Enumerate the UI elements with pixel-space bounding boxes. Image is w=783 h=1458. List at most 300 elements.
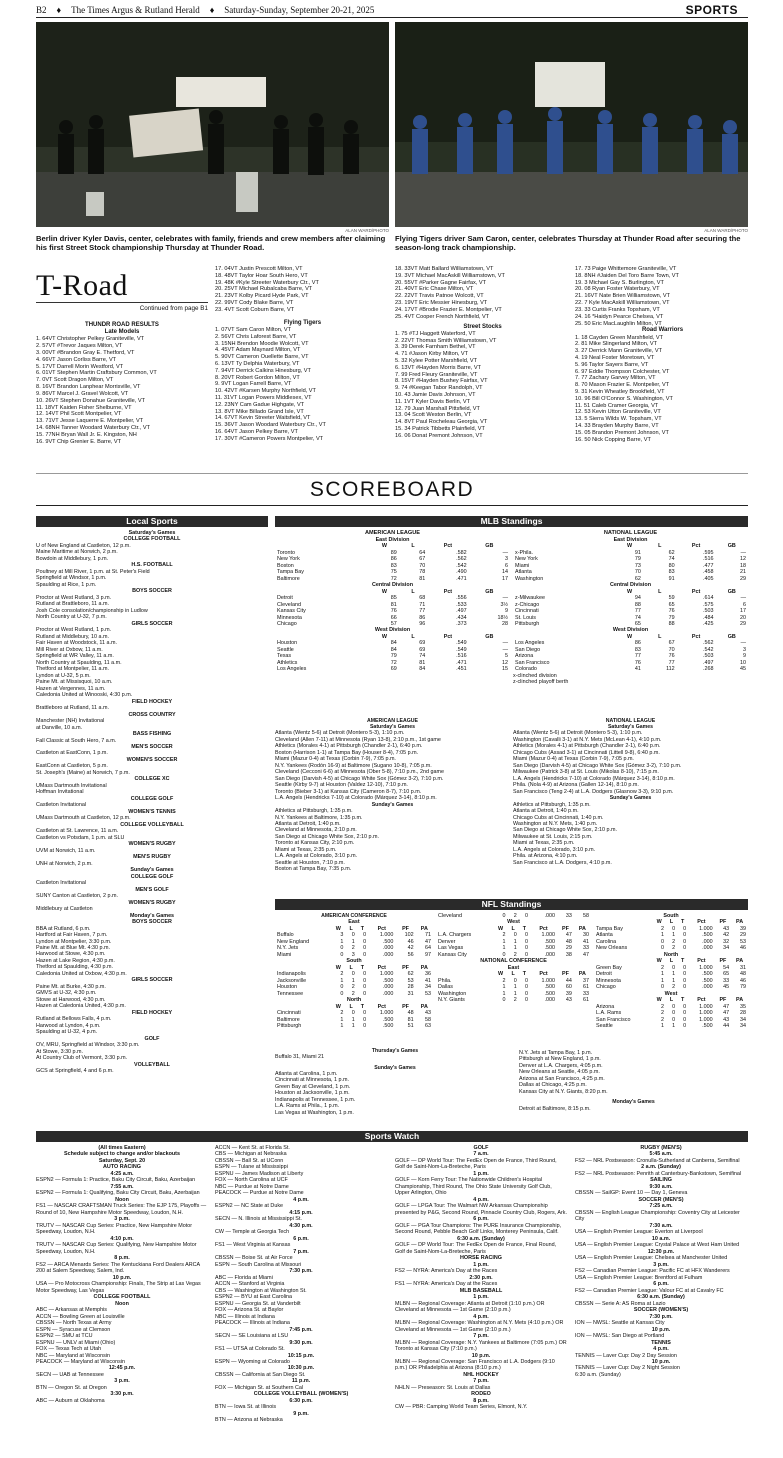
listing-heading: NHL HOCKEY bbox=[463, 1371, 499, 1378]
results-list: 1. 07VT Sam Caron Milton, VT 2. 56VT Chris Laforest Barre, VT 3. 15NH Brendon Moodie Wolcott, VT 4. 45VT Adam Maynard Milton, VT 5. 90VT Cameron Ouellette Barre, VT 6. 13VT Ty Delphia Waterbury, VT 7. 94VT Derrick Calkins Hinesburg, VT 8. 20VT Robert Gordon Milton, VT 9. 9VT Logan Farrell Barre, VT 10. 42VT #Karsen Murphy Northfield, VT 11. 31VT Logan Powers Middlesex, VT 12. 23NY Cam Gadue Highgate, VT 13. 8VT Mike Billado Grand Isle, VT 14. 67VT Kevin Streeter Waitsfield, VT 15. 36VT Jason Woodard Waterbury Ctr., VT 16. 64VT Jason Pelkey Barre, VT 17. 30VT #Cameron Powers Montpelier, VT bbox=[215, 326, 326, 442]
schedule-line: at Danville, 10 a.m. bbox=[36, 724, 83, 731]
table-row: Dallas 1 1 0 .500 60 61 bbox=[438, 984, 589, 991]
schedule-heading: FIELD HOCKEY bbox=[131, 1009, 173, 1016]
listing-line: MLBN — Regional Coverage: N.Y. Yankees at Baltimore (7:05 p.m.) OR Toronto at Kansas City (7:10 p.m.) bbox=[395, 1339, 567, 1353]
schedule-line: St. Joseph's (Maine) at Norwich, 7 p.m. bbox=[36, 769, 130, 776]
listing-heading: 10 p.m. bbox=[471, 1352, 491, 1359]
table-row: Kansas City 76 77 .497 9 bbox=[277, 608, 508, 615]
listing-heading: 10 p.m. bbox=[651, 1326, 671, 1333]
schedule-line: BBA at Rutland, 6 p.m. bbox=[36, 925, 91, 932]
listing-line: USA — English Premier League: Crystal Palace at West Ham United bbox=[575, 1242, 740, 1249]
table-row: Green Bay 2 0 0 1.000 54 31 bbox=[596, 964, 746, 971]
table-row: New York 79 74 .516 12 bbox=[515, 556, 746, 563]
division-title: Central Division bbox=[609, 582, 652, 589]
listing-heading: 4:25 a.m. bbox=[110, 1170, 134, 1177]
results-column-3 bbox=[395, 266, 570, 440]
schedule-line: UMass Dartmouth at Castleton, 12 p.m. bbox=[36, 815, 131, 822]
listing-heading: 7:45 p.m. bbox=[289, 1326, 313, 1333]
listing-line: GOLF — LPGA Tour: The Walmart NW Arkansas Championship presented by P&G, Second Round, Pinnacle Country Club, Rogers, Ark. bbox=[395, 1203, 567, 1216]
listing-line: ESPN2 — BYU at East Carolina bbox=[215, 1294, 292, 1301]
schedule-line: Harwood at Stowe, 4:30 p.m. bbox=[36, 951, 106, 958]
table-row: Minnesota 66 86 .434 18½ bbox=[277, 614, 508, 621]
listing-line: PEACOCK — Illinois at Indiana bbox=[215, 1320, 290, 1327]
schedule-heading: GIRLS SOCCER bbox=[131, 620, 173, 627]
division-title: East Division bbox=[613, 536, 648, 543]
listing-line: MLBN — Regional Coverage: Atlanta at Detroit (1:10 p.m.) OR Cleveland at Minnesota — 1st Game (2:10 p.m.) bbox=[395, 1300, 545, 1314]
table-row: New England 1 1 0 .500 46 47 bbox=[277, 938, 431, 945]
listing-line: ABC — Arkansas at Memphis bbox=[36, 1307, 108, 1314]
listing-heading: 6:30 a.m. (Sunday) bbox=[637, 1294, 685, 1301]
celebration-photo-image bbox=[36, 22, 389, 227]
listing-heading: 3 p.m. bbox=[114, 1378, 130, 1385]
table-row: San Diego 83 70 .542 3 bbox=[515, 646, 746, 653]
listing-heading: 1 p.m. bbox=[473, 1294, 489, 1301]
listing-heading: 4 p.m. bbox=[293, 1196, 309, 1203]
schedule-line: Bowdoin at Middlebury, 1 p.m. bbox=[36, 555, 109, 562]
nfc-standings-table bbox=[594, 913, 748, 1030]
schedule-line: Thetford at Montpelier, 11 a.m. bbox=[36, 666, 110, 673]
nl-standings bbox=[513, 530, 748, 686]
table-row: Atlanta 70 83 .458 21 bbox=[515, 569, 746, 576]
games-list: Atlanta at Carolina, 1 p.m. Cincinnati at Minnesota, 1 p.m. Green Bay at Cleveland, 1 p.m. Houston at Jacksonville, 1 p.m. Indianapolis at Tennessee, 1 p.m. L.A. Rams at Phila., 1 p.m. Las Vegas at Washington, 1 p.m. bbox=[275, 1070, 356, 1116]
bullet-icon: ♦ bbox=[56, 5, 62, 16]
table-row: Buffalo 3 0 0 1.000 102 71 bbox=[277, 932, 431, 939]
listing-heading: 7:30 p.m. bbox=[649, 1313, 673, 1320]
schedule-line: Fall Classic at South Hero, 7 a.m. bbox=[36, 737, 117, 744]
table-row: Cleveland 81 71 .533 3½ bbox=[277, 601, 508, 608]
listing-line: ESPN2 — NC State at Duke bbox=[215, 1203, 284, 1210]
results-list: 1. 75 #TJ Haggett Waterford, VT 2. 22VT Thomas Smith Williamstown, VT 3. 39 Derek Farnham Bethel, VT 4. 71 #Jason Kirby Milton, VT 5. 32 Kylee Potter Marshfield, VT 6. 13VT #Hayden Morris Barre, VT 7. 99 Fred Fleury Graniteville, VT 8. 15VT #Hayden Bushey Fairfax, VT 9. 74 #Keegan Tabor Randolph, VT 10. 43 Jamie Davis Johnson, VT 11. 1VT Kyler Davis Berlin, VT 12. 79 Juan Marshall Pittsfield, VT 13. 04 Scott Weston Berlin, VT 14. 8VT Paul Rocheleau Georgia, VT 15. 34 Patrick Tibbetts Plainfield, VT 16. 06 Donat Premont Johnson, VT bbox=[395, 330, 497, 439]
division-header: W L T Pct PF PA bbox=[335, 964, 428, 971]
listing-heading: Noon bbox=[115, 1196, 129, 1203]
schedule-line: Brattleboro at Rutland, 11 a.m. bbox=[36, 705, 110, 712]
results-list: 1. 64VT Christopher Pelkey Graniteville, VT 2. 57VT #Trevor Jaques Milton, VT 3. 00VT #Brandon Gray E. Thetford, VT 4. 66VT Jason Corliss Barre, VT 5. 17VT Darrell Morin Westford, VT 6. 01VT Stephen Martin Craftsbury Common, VT 7. 0VT Scott Dragon Milton, VT 8. 16VT Brandon Lanphear Morrisville, VT 9. 86VT Marcel J. Gravel Wolcott, VT 10. 26VT Stephen Donahue Graniteville, VT 11. 18VT Kaiden Fisher Shelburne, VT 12. 14VT Phil Scott Montpelier, VT 13. 71VT Jesse Laquerre E. Montpelier, VT 14. 68NH Tanner Woodard Waterbury Ctr., VT 15. 77NH Bryan Wall Jr. E. Kingston, NH 16. 9VT Chip Grenier E. Barre, VT bbox=[36, 336, 157, 445]
table-row: x-Phila. 91 62 .595 — bbox=[515, 549, 746, 556]
conference-title: AMERICAN CONFERENCE bbox=[321, 913, 387, 919]
afc-standings-table bbox=[275, 919, 433, 1029]
listing-heading: 3 p.m. bbox=[653, 1261, 669, 1268]
listing-heading: 10 p.m. bbox=[112, 1274, 132, 1281]
league-title: AMERICAN LEAGUE bbox=[366, 718, 418, 724]
listing-line: FOX — Arizona St. at Baylor bbox=[215, 1307, 284, 1314]
listing-heading: COLLEGE FOOTBALL bbox=[93, 1294, 151, 1301]
results-list: 17. 04VT Justin Prescott Milton, VT 18. 48VT Taylor Hoar South Hero, VT 19. 48K #Kyle Streeter Waterbury Ctr., VT 20. 25VT Michael Rubalcaba Barre, VT 21. 23VT Kolby Picard Hyde Park, VT 22. 99VT Cody Blake Barre, VT 23. 4VT Scott Coburn Barre, VT bbox=[215, 266, 319, 313]
results-column-4 bbox=[575, 266, 750, 444]
local-sports-schedule bbox=[36, 530, 268, 1075]
nfl-schedule-left bbox=[275, 1048, 515, 1116]
listing-heading: 7 p.m. bbox=[293, 1248, 309, 1255]
listing-heading: 6 p.m. bbox=[293, 1235, 309, 1242]
division-header: W L Pct GB bbox=[381, 543, 494, 550]
schedule-heading: Monday's Games bbox=[129, 912, 175, 919]
listing-line: ESPN2 — Formula 1: Qualifying, Baku City Circuit, Baku, Azerbaijan bbox=[36, 1190, 200, 1197]
division-title: East bbox=[348, 919, 360, 926]
listing-line: FOX — Texas Tech at Utah bbox=[36, 1346, 102, 1353]
sports-watch-bar: Sports Watch bbox=[36, 1131, 748, 1142]
continued-line: Continued from page B1 bbox=[36, 302, 208, 313]
schedule-heading: WOMEN'S SOCCER bbox=[126, 756, 178, 763]
table-row: Miami 0 3 0 .000 56 97 bbox=[277, 951, 431, 958]
table-row: Miami 73 80 .477 18 bbox=[515, 562, 746, 569]
listing-line: FS2 — Canadian Premier League: Valour FC at at Cavalry FC bbox=[575, 1287, 724, 1294]
division-title: West Division bbox=[612, 627, 649, 634]
table-row: Washington 1 1 0 .500 39 33 bbox=[438, 990, 589, 997]
middle-standings-table bbox=[436, 913, 591, 1004]
schedule-line: Castleton Invitational bbox=[36, 880, 87, 887]
schedule-line: Paine Mt. at Blue Mt. 4:30 p.m. bbox=[36, 945, 111, 951]
results-list: 17. 73 Paige Whittemore Graniteville, VT 18. 8NH #Jaiden Del Toro Barre Town, VT 19. 3 Michael Gay S. Burlington, VT 20. 08 Ryan Foster Waterbury, VT 21. 16VT Nate Brien Williamstown, VT 22. 7 Kyle MacAskill Williamstown, VT 23. 33 Curtis Franks Topsham, VT 24. 16 *Haidyn Pearce Chelsea, VT 25. 50 Eric MacLaughlin Milton, VT bbox=[575, 266, 679, 327]
listing-line: ESPNU — UNLV at Miami (Ohio) bbox=[36, 1339, 116, 1346]
schedule-line: North Country at Spaulding, 11 a.m. bbox=[36, 659, 122, 666]
listing-heading: GOLF bbox=[473, 1145, 489, 1151]
schedule-heading: COLLEGE GOLF bbox=[130, 795, 174, 802]
listing-line: ESPNU — James Madison at Liberty bbox=[215, 1170, 304, 1177]
listing-heading: 10:30 p.m. bbox=[287, 1365, 315, 1372]
results-column-1 bbox=[36, 322, 208, 445]
al-schedule bbox=[275, 718, 510, 873]
table-row: Toronto 89 64 .582 — bbox=[277, 549, 508, 556]
tv-listings-column bbox=[36, 1145, 208, 1404]
listing-line: CBSSN — Boise St. at Air Force bbox=[215, 1255, 293, 1262]
listing-heading: 10 a.m. bbox=[651, 1235, 671, 1242]
listing-line: GOLF — DP World Tour: The FedEx Open de France, Final Round, Golf de Saint-Nom-La-Breteche, Paris bbox=[395, 1242, 557, 1255]
paper-name: The Times Argus & Rutland Herald bbox=[71, 5, 200, 16]
listing-line: CBSSN — English League Championship: Coventry City at Leicester City bbox=[575, 1209, 740, 1223]
schedule-line: At Country Club of Vermont, 3:30 p.m. bbox=[36, 1055, 128, 1062]
listing-heading: 7:30 p.m. bbox=[289, 1268, 313, 1275]
table-row: Pittsburgh 1 1 0 .500 51 63 bbox=[277, 1022, 431, 1029]
table-row: Tennessee 0 2 0 .000 31 53 bbox=[277, 990, 431, 997]
class-heading: Road Warriors bbox=[641, 327, 684, 334]
listing-heading: 1 p.m. bbox=[473, 1261, 489, 1268]
table-row: Houston 0 2 0 .000 28 34 bbox=[277, 984, 431, 991]
issue-date: Saturday-Sunday, September 20-21, 2025 bbox=[224, 5, 375, 16]
listing-line: PEACOCK — Purdue at Notre Dame bbox=[215, 1190, 304, 1197]
photo-credit: ALAN WARD/PHOTO bbox=[704, 228, 748, 233]
class-heading: Street Stocks bbox=[463, 323, 502, 330]
al-standings bbox=[275, 530, 510, 673]
division-title: West bbox=[507, 919, 520, 926]
story-headline: T-Road bbox=[36, 269, 128, 302]
schedule-line: Castleton at St. Lawrence, 11 a.m. bbox=[36, 828, 119, 835]
schedule-line: Lyndon at Montpelier, 3:30 p.m. bbox=[36, 938, 112, 945]
listing-heading: 7:25 a.m. bbox=[649, 1203, 673, 1210]
listing-heading: 2 a.m. (Sunday) bbox=[641, 1164, 681, 1171]
schedule-line: Rutland at Bellows Falls, 4 p.m. bbox=[36, 1016, 112, 1023]
listing-line: ESPN — Tulane at Mississippi bbox=[215, 1164, 288, 1171]
division-header: W L T Pct PF PA bbox=[497, 971, 586, 978]
listing-line: ESPN — Syracuse at Clemson bbox=[36, 1326, 111, 1333]
listing-line: CBSSN — California at San Diego St. bbox=[215, 1371, 306, 1378]
listing-heading: 8 p.m. bbox=[473, 1397, 489, 1404]
listing-heading: Schedule subject to change and/or blackouts bbox=[64, 1151, 180, 1158]
schedule-line: Hoffman Invitational bbox=[36, 789, 84, 796]
listing-line: ACCN — Kent St. at Florida St. bbox=[215, 1145, 290, 1151]
listing-line: MLBN — Regional Coverage: San Francisco at L.A. Dodgers (9:10 p.m.) OR Philadelphia at Arizona (8:10 p.m.) bbox=[395, 1358, 555, 1372]
games-list: Athletics at Pittsburgh, 1:35 p.m. N.Y. Yankees at Baltimore, 1:35 p.m. Atlanta at Detroit, 1:40 p.m. Cleveland at Minnesota, 2:10 p.m. San Diego at Chicago White Sox, 2:10 p.m. Toronto at Kansas City, 2:10 p.m. Miami at Texas, 2:35 p.m. L.A. Angels at Colorado, 3:10 p.m. Seattle at Houston, 7:10 p.m. Boston at Tampa Bay, 7:35 p.m. bbox=[275, 808, 379, 873]
listing-heading: SOCCER (MEN'S) bbox=[638, 1196, 684, 1203]
table-row: Tampa Bay 2 0 0 1.000 43 39 bbox=[596, 925, 746, 932]
schedule-line: GCS at Springfield, 4 and 6 p.m. bbox=[36, 1068, 114, 1075]
listing-line: FS1 — NYRA: America's Day at the Races bbox=[395, 1281, 498, 1288]
division-header: W L T Pct PF PA bbox=[656, 997, 744, 1004]
table-row: Tampa Bay 75 78 .490 14 bbox=[277, 569, 508, 576]
listing-heading: 7:30 a.m. bbox=[649, 1222, 673, 1229]
mlb-standings-bar: MLB Standings bbox=[275, 516, 748, 527]
division-header: W L Pct GB bbox=[626, 633, 736, 640]
games-list: Atlanta (Wentz 5-6) at Detroit (Montero 5-3), 1:10 p.m. Washington (Cavalli 3-1) at N.Y. Mets (McLean 4-1), 4:10 p.m. Athletics (Morales 4-1) at Pittsburgh (Chandler 2-1), 6:40 p.m. Chicago Cubs (Assad 3-1) at Cincinnati (Littell 9-8), 6:40 p.m. Miami (Mazur 0-4) at Texas (Corbin 7-9), 7:05 p.m. San Diego (Darvish 4-5) at Chicago White Sox (Gómez 3-2), 7:10 p.m. Milwaukee (Patrick 3-8) at St. Louis (Mikolas 8-10), 7:15 p.m. L.A. Angels (Hendricks 7-10) at Colorado (Márquez 3-14), 8:10 p.m. Phila. (Nola 4-9) at Arizona (Gallen 12-14), 8:10 p.m. San Francisco (Teng 2-4) at L.A. Dodgers (Glasnow 3-3), 9:10 p.m. bbox=[513, 730, 682, 795]
games-list: Athletics at Pittsburgh, 1:35 p.m. Atlanta at Detroit, 1:40 p.m. Chicago Cubs at Cincinnati, 1:40 p.m. Washington at N.Y. Mets, 1:40 p.m. San Diego at Chicago White Sox, 2:10 p.m. Milwaukee at St. Louis, 2:15 p.m. Miami at Texas, 2:35 p.m. L.A. Angels at Colorado, 3:10 p.m. Phila. at Arizona, 4:10 p.m. San Francisco at L.A. Dodgers, 4:10 p.m. bbox=[513, 801, 617, 866]
division-title: North bbox=[663, 951, 679, 958]
listing-heading: 6:30 p.m. bbox=[289, 1397, 313, 1404]
schedule-line: Fair Haven at Woodstock, 11 a.m. bbox=[36, 640, 117, 647]
listing-line: SECN — N. Illinois at Mississippi St. bbox=[215, 1216, 302, 1223]
schedule-heading: CROSS COUNTRY bbox=[128, 711, 176, 718]
table-row: N.Y. Giants 0 2 0 .000 43 61 bbox=[438, 997, 589, 1004]
table-row: Houston 84 69 .549 — bbox=[277, 640, 508, 647]
listing-line: FS2 — NRL Postseason: Penrith at Canterbury-Bankstown, Semifinal bbox=[575, 1170, 742, 1177]
schedule-line: Harwood at Lyndon, 4 p.m. bbox=[36, 1022, 101, 1029]
listing-line: SECN — SE Louisiana at LSU bbox=[215, 1333, 289, 1340]
nl-schedule bbox=[513, 718, 748, 866]
schedule-heading: H.S. FOOTBALL bbox=[131, 562, 173, 569]
listing-line: CBSSN — Serie A: AS Roma at Lazio bbox=[575, 1300, 666, 1307]
division-title: West Division bbox=[374, 627, 411, 634]
schedule-line: Hazen at Caledonia United, 4:30 p.m. bbox=[36, 1003, 126, 1010]
schedule-line: Castleton Invitational bbox=[36, 802, 87, 809]
bullet-icon: ♦ bbox=[209, 5, 215, 16]
division-header: W L Pct GB bbox=[381, 588, 494, 595]
listing-line: TENNIS — Laver Cup: Day 2 Night Session bbox=[575, 1365, 680, 1372]
schedule-line: Middlebury at Castleton bbox=[36, 906, 93, 913]
schedule-line: Proctor at West Rutland, 1 p.m. bbox=[36, 627, 112, 634]
table-row: Chicago 57 96 .373 28 bbox=[277, 621, 508, 627]
class-heading: Late Models bbox=[104, 329, 140, 336]
league-title: NATIONAL LEAGUE bbox=[605, 718, 656, 724]
table-row: Baltimore 72 81 .471 17 bbox=[277, 575, 508, 582]
table-row: Carolina 0 2 0 .000 32 53 bbox=[596, 938, 746, 945]
games-list: Detroit at Baltimore, 8:15 p.m. bbox=[519, 1105, 591, 1112]
listing-heading: 7 p.m. bbox=[473, 1378, 489, 1385]
schedule-line: Hartford at Fair Haven, 7 p.m. bbox=[36, 932, 108, 939]
listing-heading: Noon bbox=[115, 1300, 129, 1307]
schedule-line: Rutland at Brattleboro, 11 a.m. bbox=[36, 601, 110, 608]
table-row: Indianapolis 2 0 0 1.000 62 36 bbox=[277, 971, 431, 978]
listing-line: FS1 — West Virginia at Kansas bbox=[215, 1242, 291, 1249]
nfl-schedule-right bbox=[519, 1050, 748, 1112]
games-list: Atlanta (Wentz 5-6) at Detroit (Montero 5-3), 1:10 p.m. Cleveland (Allen 7-11) at Minnesota (Ryan 13-8), 2:10 p.m., 1st game Athletics (Morales 4-1) at Pittsburgh (Chandler 2-1), 6:40 p.m. Boston (Harrison 1-1) at Tampa Bay (Houser 8-4), 7:05 p.m. Miami (Mazur 0-4) at Texas (Corbin 7-9), 7:05 p.m. N.Y. Yankees (Rodón 16-9) at Baltimore (Sugano 10-8), 7:05 p.m. Cleveland (Cecconi 6-6) at Minnesota (Ober 5-8), 7:10 p.m., 2nd game San Diego (Darvish 4-5) at Chicago White Sox (Gómez 3-2), 7:10 p.m. Seattle (Kirby 9-7) at Houston (Valdez 12-10), 7:10 p.m. Toronto (Bieber 3-1) at Kansas City (Cameron 8-7), 7:10 p.m. L.A. Angels (Hendricks 7-10) at Colorado (Márquez 3-14), 8:10 p.m. bbox=[275, 730, 444, 802]
schedule-heading: COLLEGE GOLF bbox=[130, 873, 174, 880]
division-title: East Division bbox=[375, 536, 410, 543]
listing-heading: RUGBY (MEN'S) bbox=[640, 1145, 682, 1151]
division-title: Central Division bbox=[371, 582, 414, 589]
schedule-heading: VOLLEYBALL bbox=[134, 1061, 170, 1068]
division-header: W L Pct GB bbox=[626, 543, 736, 550]
listing-line: BTN — Oregon St. at Oregon bbox=[36, 1384, 107, 1391]
listing-line: NBC — Maryland at Wisconsin bbox=[36, 1352, 110, 1359]
listing-line: ESPN2 — Formula 1: Practice, Baku City Circuit, Baku, Azerbaijan bbox=[36, 1177, 196, 1184]
league-title: AMERICAN LEAGUE bbox=[364, 530, 420, 536]
photo-right bbox=[395, 22, 748, 227]
table-row: Los Angeles 86 67 .562 — bbox=[515, 640, 746, 647]
listing-line: GOLF — Korn Ferry Tour: The Nationwide Children's Hospital Championship, Third Round, The Ohio State University Golf Club, Upper Arlington, Ohio bbox=[395, 1177, 552, 1197]
listing-line: ION — NWSL: Seattle at Kansas City bbox=[575, 1320, 665, 1327]
schedule-line: GMVS at U-32, 4:30 p.m. bbox=[36, 990, 97, 997]
listing-line: CBSSN — Ball St. at UConn bbox=[215, 1157, 284, 1164]
listing-heading: 10:15 p.m. bbox=[287, 1352, 315, 1359]
listing-line: ESPNU — Georgia St. at Vanderbilt bbox=[215, 1300, 301, 1307]
table-row: Minnesota 1 1 0 .500 33 46 bbox=[596, 977, 746, 984]
schedule-line: Stowe at Harwood, 4:30 p.m. bbox=[36, 996, 106, 1003]
schedule-heading: COLLEGE XC bbox=[134, 776, 170, 783]
nl-standings-table bbox=[513, 537, 748, 673]
table-row: Seattle 1 1 0 .500 44 34 bbox=[596, 1023, 746, 1030]
listing-heading: 4 p.m. bbox=[473, 1313, 489, 1320]
listing-heading: 6:30 a.m. (Sunday) bbox=[457, 1235, 505, 1242]
table-row: L.A. Chargers 2 0 0 1.000 47 30 bbox=[438, 932, 589, 939]
listing-heading: 2:30 p.m. bbox=[469, 1274, 493, 1281]
listing-heading: SOCCER (WOMEN'S) bbox=[633, 1307, 689, 1314]
schedule-line: At Stowe, 3:30 p.m. bbox=[36, 1048, 84, 1055]
table-row: N.Y. Jets 0 2 0 .000 42 64 bbox=[277, 945, 431, 952]
listing-line: ESPN2 — SMU at TCU bbox=[36, 1333, 93, 1340]
schedule-heading: COLLEGE FOOTBALL bbox=[123, 536, 181, 543]
listing-line: CBS — Michigan at Nebraska bbox=[215, 1151, 287, 1158]
listing-line: FS1 — UTSA at Colorado St. bbox=[215, 1346, 285, 1353]
schedule-line: Spaulding at U-32, 4 p.m. bbox=[36, 1029, 98, 1036]
table-row: Denver 1 1 0 .500 48 41 bbox=[438, 938, 589, 945]
schedule-line: Josh Cole consolation/championship in Ludlow bbox=[36, 607, 148, 614]
schedule-heading: MEN'S RUGBY bbox=[133, 854, 171, 861]
division-header: W L T Pct PF PA bbox=[656, 919, 744, 926]
schedule-line: Proctor at West Rutland, 3 p.m. bbox=[36, 594, 112, 601]
schedule-heading: WOMEN'S RUGBY bbox=[128, 899, 176, 906]
schedule-line: Castleton vs Potsdam, 1 p.m. at SLU bbox=[36, 834, 125, 841]
listing-heading: SAILING bbox=[650, 1177, 672, 1184]
listing-line: PEACOCK — Maryland at Wisconsin bbox=[36, 1358, 125, 1365]
division-header: W L T Pct PF PA bbox=[335, 1003, 428, 1010]
photo-caption: Berlin driver Kyler Davis, center, celebrates with family, friends and crew members after claiming his first Street Stock championship Thursday at Thunder Road. bbox=[36, 234, 386, 252]
listing-line: GOLF — PGA Tour Champions: The PURE Insurance Championship, Second Round, Pebble Beach Golf Links, Monterey Peninsula, Calif. bbox=[395, 1222, 562, 1236]
section-name: SPORTS bbox=[685, 3, 738, 18]
schedule-line: U of New England at Castleton, 12 p.m. bbox=[36, 542, 131, 549]
listing-line: CW — Temple at Georgia Tech bbox=[215, 1229, 290, 1236]
listing-heading: 10 p.m. bbox=[651, 1358, 671, 1365]
listing-heading: HORSE RACING bbox=[460, 1255, 502, 1262]
nfl-standings-bar: NFL Standings bbox=[275, 899, 748, 910]
schedule-heading: FIELD HOCKEY bbox=[131, 698, 173, 705]
listing-line: NHLN — Preseason: St. Louis at Dallas bbox=[395, 1384, 491, 1391]
games-list: Buffalo 31, Miami 21 bbox=[275, 1054, 325, 1061]
schedule-line: Caledonia United at Winooski, 4:30 p.m. bbox=[36, 692, 133, 699]
schedule-line: North Country at U-32, 7 p.m. bbox=[36, 614, 107, 621]
schedule-line: Springfield at WR Valley, 11 a.m. bbox=[36, 653, 114, 660]
listing-heading: 9:30 a.m. bbox=[649, 1183, 673, 1190]
schedule-heading: BOYS SOCCER bbox=[132, 588, 172, 595]
listing-heading: TENNIS bbox=[651, 1339, 671, 1346]
listing-line: MLBN — Regional Coverage: Washington at N.Y. Mets (4:10 p.m.) OR Cleveland at Minnesota — 1st Game (2:10 p.m.) bbox=[395, 1320, 564, 1333]
table-row: Seattle 84 69 .549 — bbox=[277, 646, 508, 653]
listing-line: ESPN — South Carolina at Missouri bbox=[215, 1261, 302, 1268]
table-row: New York 86 67 .562 3 bbox=[277, 556, 508, 563]
schedule-line: Spaulding at Rice, 1 p.m. bbox=[36, 581, 97, 588]
schedule-line: Lyndon at U-32, 5 p.m. bbox=[36, 672, 91, 679]
listing-line: NBC — Illinois at Indiana bbox=[215, 1313, 275, 1320]
results-list: 1. 18 Cayden Green Marshfield, VT 2. 81 Mike Slingerland Milton, VT 3. 27 Derrick Mann Graniteville, VT 4. 19 Neal Foster Moretown, VT 5. 96 Taylor Sayers Barre, VT 6. 97 Eddie Thompson Colchester, VT 7. 77 Zachary Garvey Milton, VT 8. 70 Mason Frazier E. Montpelier, VT 9. 31 Kevin Wheatley Brookfield, VT 10. 96 Bill O'Connor S. Washington, VT 11. 51 Caleb Cramer Georgia, VT 12. 53 Kevin Utton Graniteville, VT 13. 5 Sierra Wilds W. Topsham, VT 14. 33 Brayden Murphy Barre, VT 15. 05 Brandon Premont Johnson, VT 16. 50 Nick Copping Barre, VT bbox=[575, 334, 673, 443]
schedule-heading: GOLF bbox=[144, 1035, 160, 1042]
photo-caption: Flying Tigers driver Sam Caron, center, celebrates Thursday at Thunder Road after securing the season-long track championship. bbox=[395, 234, 741, 252]
schedule-line: Hazen at Lake Region, 4:30 p.m. bbox=[36, 957, 115, 964]
listing-heading: 4:10 p.m. bbox=[110, 1235, 134, 1242]
listing-line: TRUTV — NASCAR Cup Series: Qualifying, New Hampshire Motor Speedway, Loudon, N.H. bbox=[36, 1242, 197, 1255]
afc-nfc-middle bbox=[436, 913, 591, 1004]
table-row: Los Angeles 69 84 .451 15 bbox=[277, 666, 508, 673]
table-row: Arizona 77 76 .503 9 bbox=[515, 653, 746, 660]
listing-heading: 12:30 p.m. bbox=[647, 1248, 675, 1255]
scoreboard-title: SCOREBOARD bbox=[36, 473, 748, 506]
results-list: 18. 33VT Matt Ballard Williamstown, VT 19. 3VT Michael MacAskill Williamstown, VT 20. 55VT #Parker Gagne Fairfax, VT 21. 40VT Eric Chase Milton, VT 22. 22VT Travis Patnoe Wolcott, VT 23. 19VT Eric Messier Hinesburg, VT 24. 17VT #Brodie Frazier E. Montpelier, VT 25. 4VT Cooper French Northfield, VT bbox=[395, 266, 505, 320]
listing-line: BTN — Iowa St. at Illinois bbox=[215, 1404, 277, 1411]
listing-line: FS1 — NASCAR CRAFTSMAN Truck Series: The EJP 175, Playoffs — Round of 10, New Hampshire Motor Speedway, Loudon, N.H. bbox=[36, 1203, 207, 1216]
listing-line: USA — Pro Motocross Championship: Finals, The Strip at Las Vegas Motor Speedway, Las Vegas bbox=[36, 1281, 201, 1294]
schedule-heading: GIRLS SOCCER bbox=[131, 977, 173, 984]
photo-credit: ALAN WARD/PHOTO bbox=[345, 228, 389, 233]
schedule-line: Caledonia United at Oxbow, 4:30 p.m. bbox=[36, 970, 127, 977]
listing-heading: 6 p.m. bbox=[473, 1216, 489, 1223]
table-row: z-Milwaukee 94 59 .614 — bbox=[515, 595, 746, 602]
table-row: Colorado 41 112 .268 45 bbox=[515, 666, 746, 673]
listing-heading: 4:15 p.m. bbox=[289, 1209, 313, 1216]
listing-heading: 1 p.m. bbox=[473, 1170, 489, 1177]
schedule-line: Thetford at Spaulding, 4:30 p.m. bbox=[36, 964, 114, 971]
table-row: Texas 79 74 .516 5 bbox=[277, 653, 508, 660]
listing-heading: 11 p.m. bbox=[291, 1378, 311, 1385]
listing-line: FS2 — ARCA Menards Series: The Kentuckiana Ford Dealers ARCA 200 at Salem Speedway, Salem, Ind. bbox=[36, 1261, 200, 1275]
table-row: Phila. 2 0 0 1.000 44 37 bbox=[438, 977, 589, 984]
division-title: South bbox=[663, 913, 679, 919]
listing-line: FS2 — NRL Postseason: Cronulla-Sutherland at Canberra, Semifinal bbox=[575, 1157, 740, 1164]
games-heading: Saturday's Games bbox=[369, 724, 416, 731]
listing-heading: 5:45 a.m. bbox=[649, 1151, 673, 1158]
afc-standings bbox=[275, 913, 433, 1029]
table-row: Cincinnati 2 0 0 1.000 48 43 bbox=[277, 1010, 431, 1017]
listing-line: SECN — UAB at Tennessee bbox=[36, 1371, 104, 1378]
listing-heading: 6 p.m. bbox=[653, 1281, 669, 1288]
games-heading: Sunday's Games bbox=[609, 795, 652, 802]
table-row: Detroit 85 68 .556 — bbox=[277, 595, 508, 602]
division-header: W L T Pct PF PA bbox=[335, 925, 428, 932]
listing-line: CBSSN — North Texas at Army bbox=[36, 1320, 112, 1327]
schedule-line: EastConn at Castleton, 5 p.m. bbox=[36, 763, 108, 770]
listing-line: TENNIS — Laver Cup: Day 2 Day Session bbox=[575, 1352, 677, 1359]
division-header: W L T Pct PF PA bbox=[497, 925, 586, 932]
tv-listings-column bbox=[215, 1145, 387, 1424]
listing-line: USA — English Premier League: Everton at Liverpool bbox=[575, 1229, 703, 1236]
results-column-2 bbox=[215, 266, 390, 443]
schedule-line: Hazen at Vergennes, 11 a.m. bbox=[36, 685, 106, 692]
listing-line: FOX — North Carolina at UCF bbox=[215, 1177, 288, 1184]
listing-heading: 4:30 p.m. bbox=[289, 1222, 313, 1229]
listing-line: FOX — Michigan St. at Southern Cal bbox=[215, 1384, 304, 1391]
table-row: Boston 83 70 .542 6 bbox=[277, 562, 508, 569]
schedule-heading: BOYS SOCCER bbox=[132, 919, 172, 926]
listing-line: USA — English Premier League: Brentford at Fulham bbox=[575, 1274, 703, 1281]
table-row: Washington 62 91 .405 29 bbox=[515, 575, 746, 582]
table-row: Baltimore 1 1 0 .500 81 58 bbox=[277, 1016, 431, 1023]
listing-heading: 9:30 p.m. bbox=[289, 1339, 313, 1346]
division-header: W L Pct GB bbox=[381, 633, 494, 640]
schedule-heading: COLLEGE VOLLEYBALL bbox=[120, 821, 184, 828]
